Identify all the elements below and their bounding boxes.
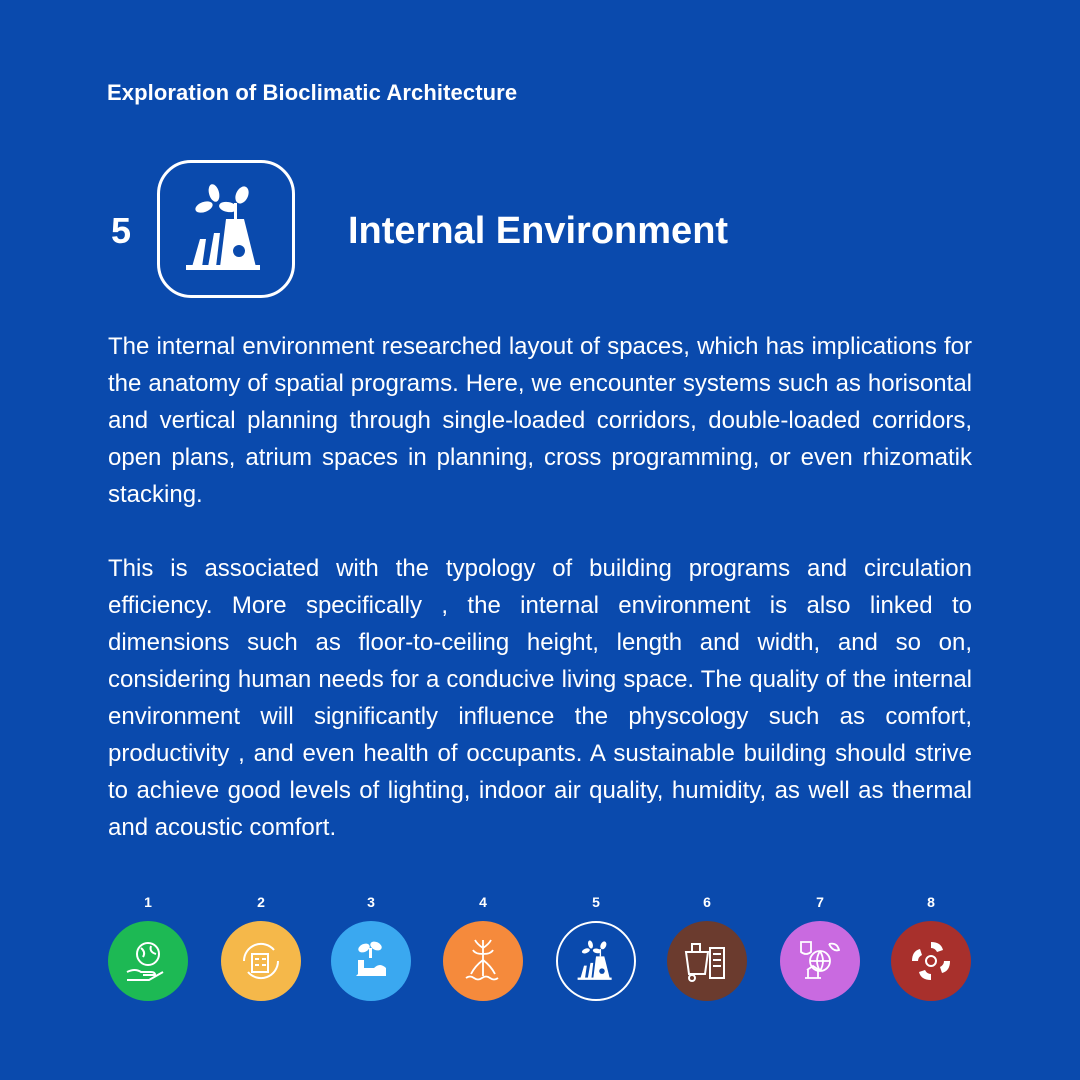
plant-factory-icon — [344, 934, 398, 988]
nav-number: 5 — [592, 894, 600, 910]
body-paragraph-2: This is associated with the typology of building programs and circulation efficiency. More specifically , the internal environment is also linked to dimensions such as floor-to-ceiling height, length and width, and so on, considering human needs for a conducive living space. The quality of the internal environment will significantly influence the physcology such as comfort, productivity , and even health of occupants. A sustainable building should strive to achieve good levels of lighting, indoor air quality, humidity, as well as thermal and acoustic comfort. — [108, 555, 972, 841]
plant-building-icon — [573, 938, 619, 984]
nav-item-8[interactable] — [890, 893, 972, 1001]
section-header — [0, 0, 1080, 320]
community-hands-icon — [904, 934, 958, 988]
nav-item-4[interactable] — [442, 893, 524, 1001]
nav-number: 6 — [703, 894, 711, 910]
culture-globe-icon — [793, 934, 847, 988]
nav-number: 8 — [927, 894, 935, 910]
body-paragraph-1: The internal environment researched layout of spaces, which has implications for the anatomy of spatial programs. Here, we encounter systems such as horisontal and vertical planning through single-loaded corridors, double-loaded corridors, open plans, atrium spaces in planning, cross programming, or even rhizomatik stacking. — [108, 333, 972, 508]
globe-hand-icon — [121, 934, 175, 988]
nav-circle[interactable] — [667, 921, 747, 1001]
nav-circle[interactable] — [221, 921, 301, 1001]
nav-circle[interactable] — [780, 921, 860, 1001]
plant-building-icon — [176, 179, 276, 279]
body-text — [108, 328, 972, 883]
nav-number: 7 — [816, 894, 824, 910]
section-title: Internal Environment — [348, 210, 729, 252]
section-icon-frame — [157, 160, 295, 298]
nav-circle[interactable] — [891, 921, 971, 1001]
section-navigation — [0, 893, 1080, 1013]
nav-item-1[interactable] — [107, 893, 189, 1001]
nav-number: 4 — [479, 894, 487, 910]
nav-circle[interactable] — [331, 921, 411, 1001]
nav-item-2[interactable] — [220, 893, 302, 1001]
nav-number: 1 — [144, 894, 152, 910]
nav-number: 2 — [257, 894, 265, 910]
recycle-building-icon — [234, 934, 288, 988]
nav-circle[interactable] — [108, 921, 188, 1001]
nav-item-3[interactable] — [330, 893, 412, 1001]
nav-circle-active[interactable] — [556, 921, 636, 1001]
roots-water-icon — [456, 934, 510, 988]
nav-circle[interactable] — [443, 921, 523, 1001]
nav-item-5[interactable] — [555, 893, 637, 1001]
nav-item-7[interactable] — [779, 893, 861, 1001]
waste-cart-icon — [680, 934, 734, 988]
series-title: Exploration of Bioclimatic Architecture — [107, 80, 518, 105]
nav-number: 3 — [367, 894, 375, 910]
nav-item-6[interactable] — [666, 893, 748, 1001]
section-number: 5 — [111, 210, 132, 251]
